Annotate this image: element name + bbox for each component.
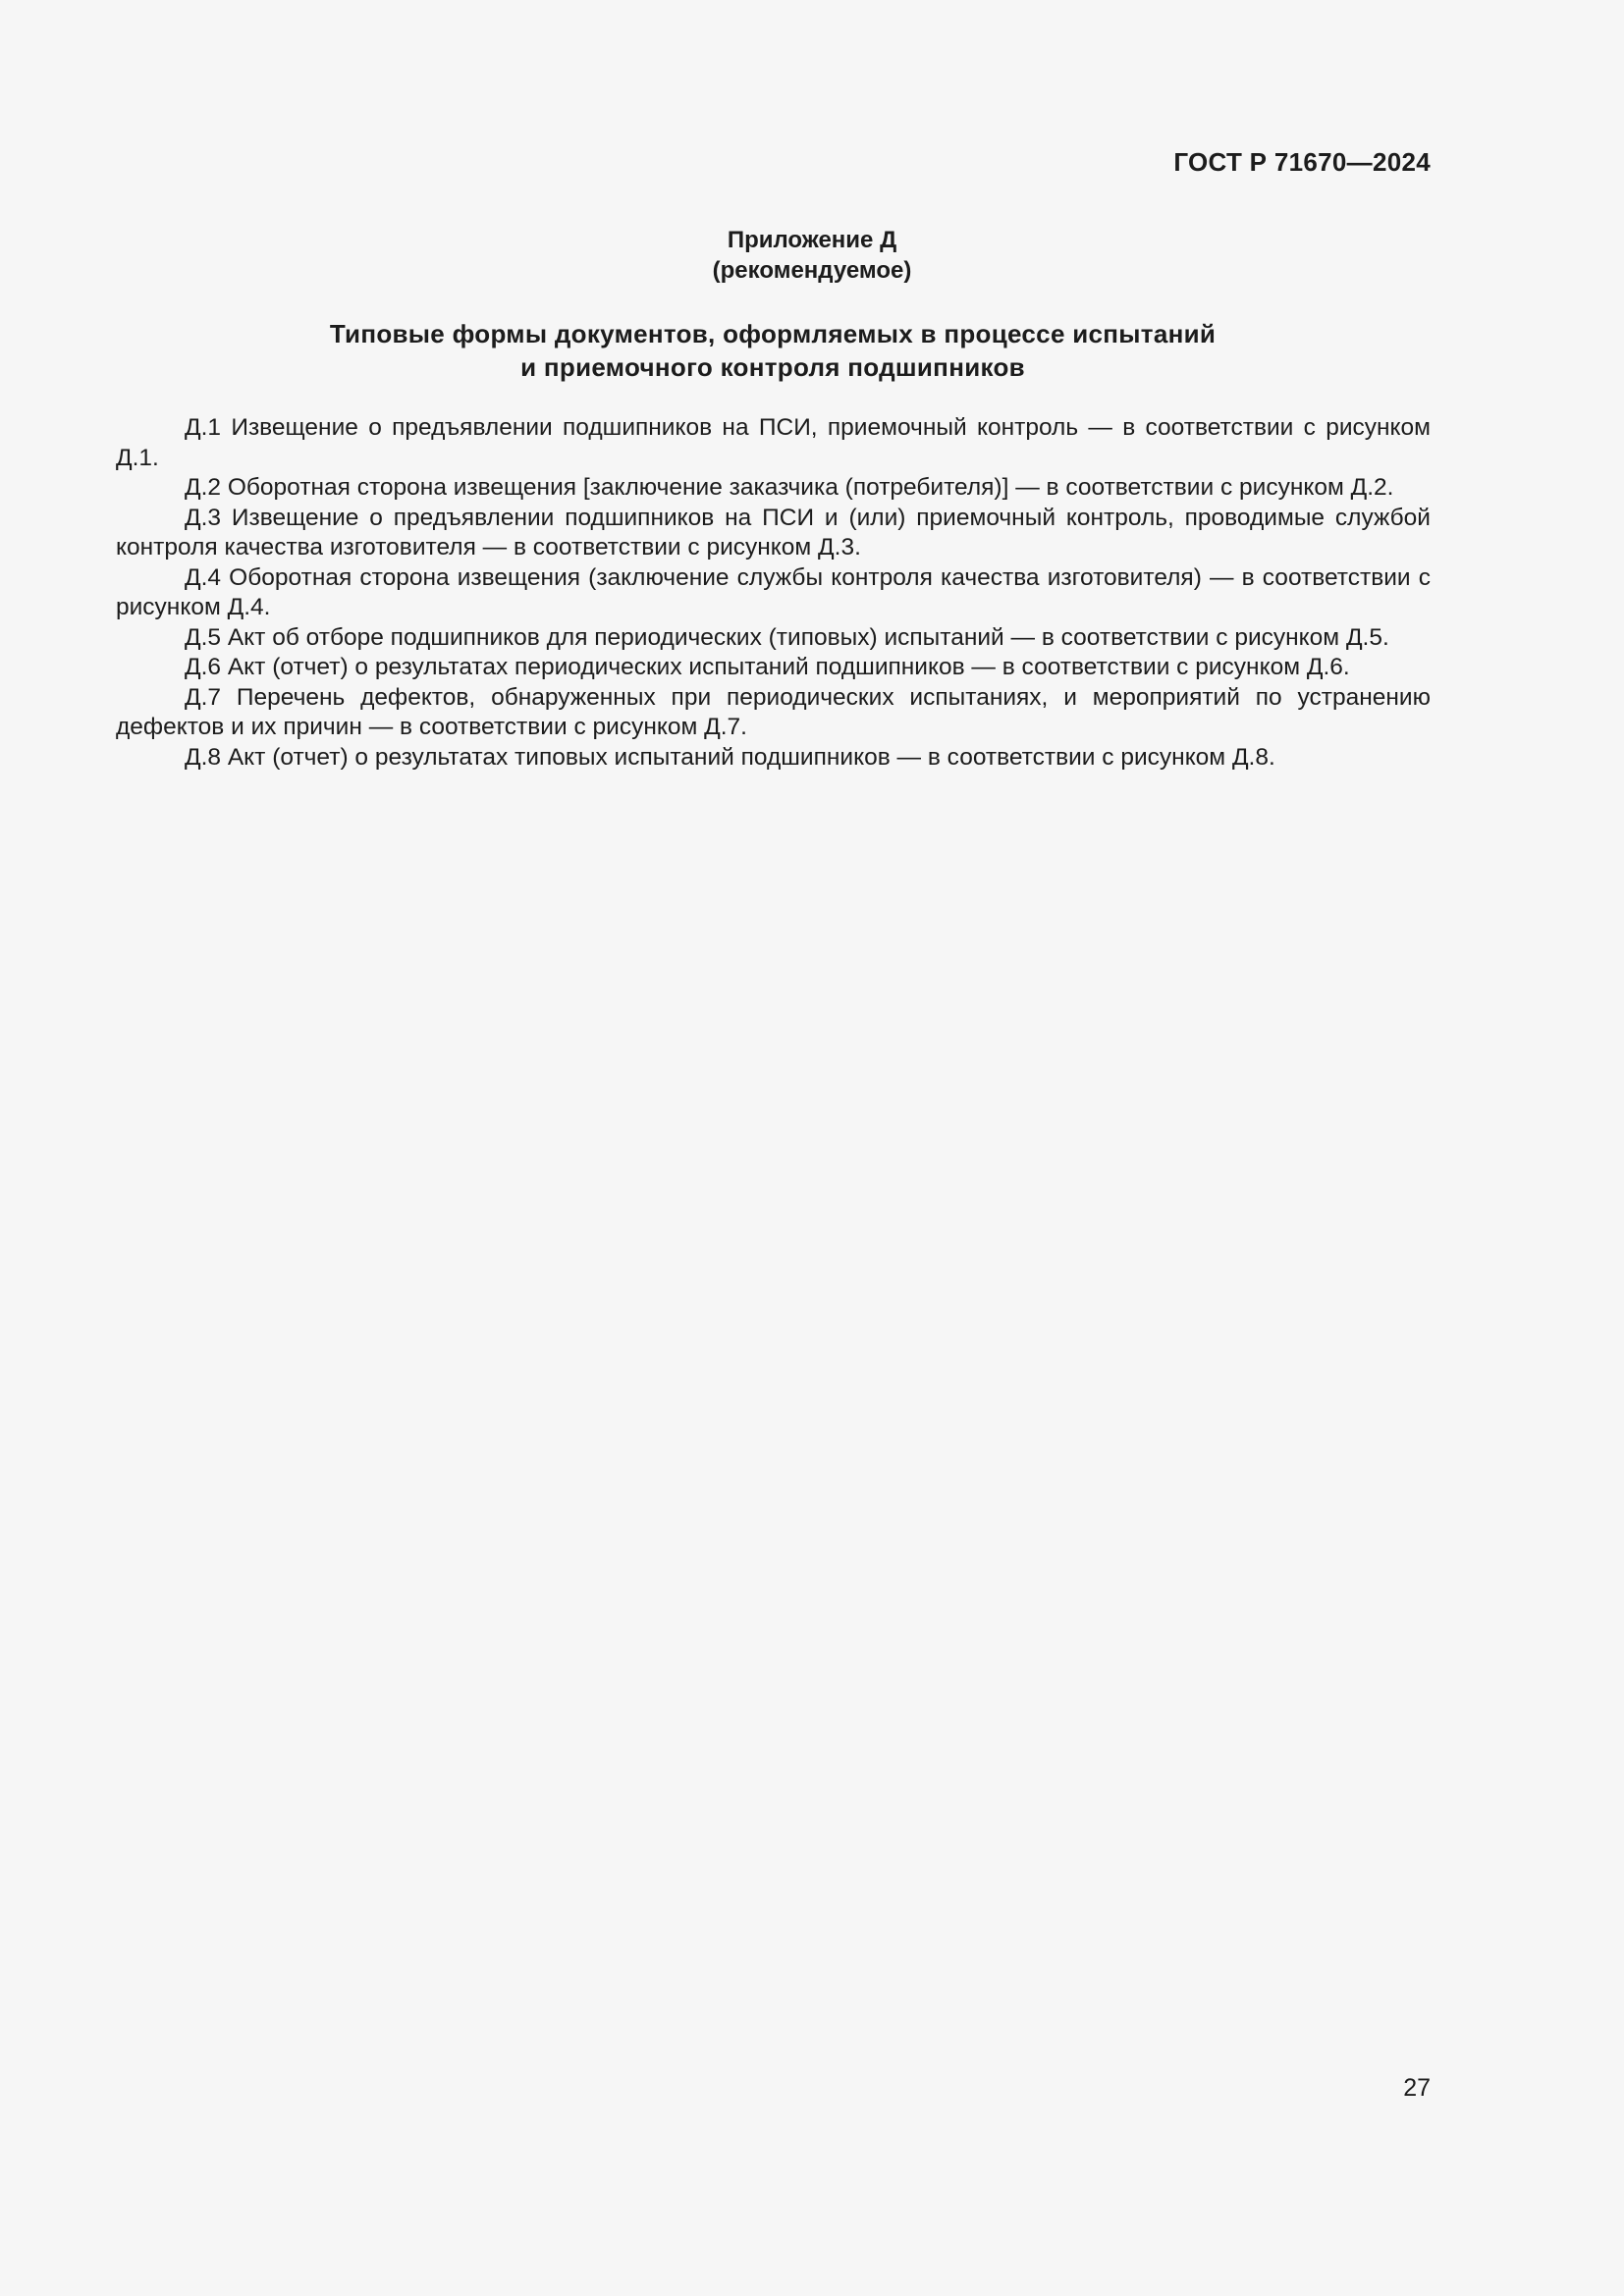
document-code: ГОСТ Р 71670—2024 — [1173, 147, 1431, 177]
appendix-label: Приложение Д — [727, 227, 897, 253]
paragraph-d4: Д.4 Оборотная сторона извещения (заключение службы контроля качества изготовителя) — в соответствии с рисунком Д.4. — [116, 563, 1431, 620]
paragraph-d1: Д.1 Извещение о предъявлении подшипников на ПСИ, приемочный контроль — в соответствии с рисунком Д.1. — [116, 414, 1431, 471]
paragraph-d8: Д.8 Акт (отчет) о результатах типовых испытаний подшипников — в соответствии с рисунком Д.8. — [185, 743, 1275, 771]
paragraph-d5: Д.5 Акт об отборе подшипников для периодических (типовых) испытаний — в соответствии с рисунком Д.5. — [185, 623, 1389, 651]
paragraph-d2: Д.2 Оборотная сторона извещения [заключение заказчика (потребителя)] — в соответствии с рисунком Д.2. — [185, 474, 1394, 501]
section-title-line-2: и приемочного контроля подшипников — [520, 352, 1025, 382]
paragraph-d7: Д.7 Перечень дефектов, обнаруженных при периодических испытаниях, и мероприятий по устранению дефектов и их причин — в соответствии с рисунком Д.7. — [116, 683, 1431, 740]
section-title — [0, 317, 1545, 384]
paragraph-d6: Д.6 Акт (отчет) о результатах периодических испытаний подшипников — в соответствии с рисунком Д.6. — [185, 654, 1350, 680]
body-text — [116, 413, 1431, 773]
section-title-line-1: Типовые формы документов, оформляемых в процессе испытаний — [329, 319, 1217, 348]
appendix-heading — [0, 225, 1624, 286]
paragraph-d3: Д.3 Извещение о предъявлении подшипников на ПСИ и (или) приемочный контроль, проводимые службой контроля качества изготовителя — в соответствии с рисунком Д.3. — [116, 504, 1431, 561]
page-number: 27 — [1403, 2074, 1431, 2102]
appendix-status: (рекомендуемое) — [712, 257, 912, 284]
